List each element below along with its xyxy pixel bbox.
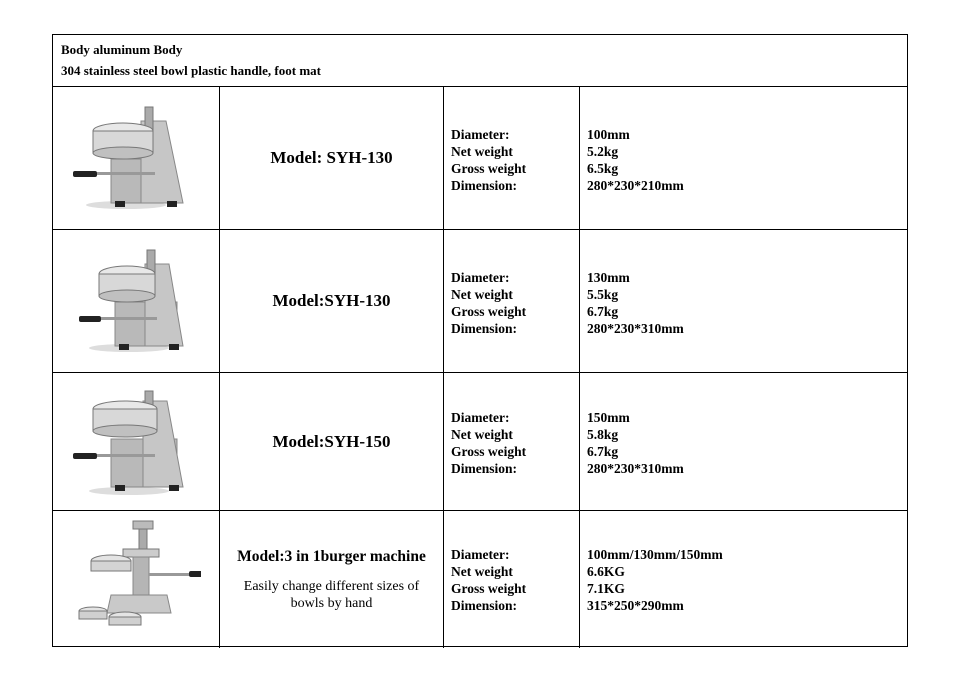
table-row <box>53 87 907 230</box>
label-gross-weight: Gross weight <box>451 581 527 596</box>
table-header <box>53 35 907 87</box>
spec-values <box>580 87 909 229</box>
label-net-weight: Net weight <box>451 287 513 302</box>
label-diameter: Diameter: <box>451 410 510 425</box>
spec-labels <box>444 87 580 229</box>
product-image-cell <box>53 230 220 372</box>
header-line-2: 304 stainless steel bowl plastic handle, foot mat <box>61 63 321 78</box>
model-name: Model: SYH-130 <box>270 148 393 167</box>
value-dimension: 280*230*310mm <box>587 461 684 476</box>
label-dimension: Dimension: <box>451 598 518 613</box>
label-diameter: Diameter: <box>451 547 510 562</box>
value-gross-weight: 6.7kg <box>587 304 619 319</box>
value-net-weight: 5.5kg <box>587 287 619 302</box>
value-diameter: 100mm/130mm/150mm <box>587 547 723 562</box>
model-name: Model:3 in 1burger machine <box>237 547 426 565</box>
value-diameter: 150mm <box>587 410 630 425</box>
value-dimension: 280*230*210mm <box>587 178 684 193</box>
value-dimension: 315*250*290mm <box>587 598 684 613</box>
label-net-weight: Net weight <box>451 144 513 159</box>
burger-press-image <box>71 244 201 359</box>
label-net-weight: Net weight <box>451 564 513 579</box>
table-row <box>53 373 907 511</box>
label-net-weight: Net weight <box>451 427 513 442</box>
table-row <box>53 511 907 648</box>
spec-values <box>580 373 909 510</box>
value-gross-weight: 6.5kg <box>587 161 619 176</box>
table-row <box>53 230 907 373</box>
product-image-cell <box>53 87 220 229</box>
product-image-cell <box>53 511 220 648</box>
value-gross-weight: 7.1KG <box>587 581 625 596</box>
value-gross-weight: 6.7kg <box>587 444 619 459</box>
spec-labels <box>444 373 580 510</box>
model-description: Easily change different sizes of bowls by hand <box>243 578 420 611</box>
spec-values <box>580 230 909 372</box>
label-dimension: Dimension: <box>451 461 518 476</box>
value-net-weight: 5.2kg <box>587 144 619 159</box>
value-dimension: 280*230*310mm <box>587 321 684 336</box>
spec-labels <box>444 511 580 648</box>
product-image-cell <box>53 373 220 510</box>
spec-labels <box>444 230 580 372</box>
header-line-1: Body aluminum Body <box>61 42 183 57</box>
burger-press-3in1-image <box>71 519 201 634</box>
value-net-weight: 5.8kg <box>587 427 619 442</box>
label-diameter: Diameter: <box>451 270 510 285</box>
burger-press-image <box>71 101 201 216</box>
model-name: Model:SYH-150 <box>272 431 391 451</box>
burger-press-image <box>71 387 201 502</box>
label-diameter: Diameter: <box>451 127 510 142</box>
spec-values <box>580 511 909 648</box>
label-dimension: Dimension: <box>451 321 518 336</box>
value-diameter: 130mm <box>587 270 630 285</box>
label-gross-weight: Gross weight <box>451 444 527 459</box>
label-gross-weight: Gross weight <box>451 304 527 319</box>
label-dimension: Dimension: <box>451 178 518 193</box>
value-diameter: 100mm <box>587 127 630 142</box>
model-name: Model:SYH-130 <box>272 291 391 310</box>
spec-table <box>52 34 908 647</box>
value-net-weight: 6.6KG <box>587 564 625 579</box>
label-gross-weight: Gross weight <box>451 161 527 176</box>
